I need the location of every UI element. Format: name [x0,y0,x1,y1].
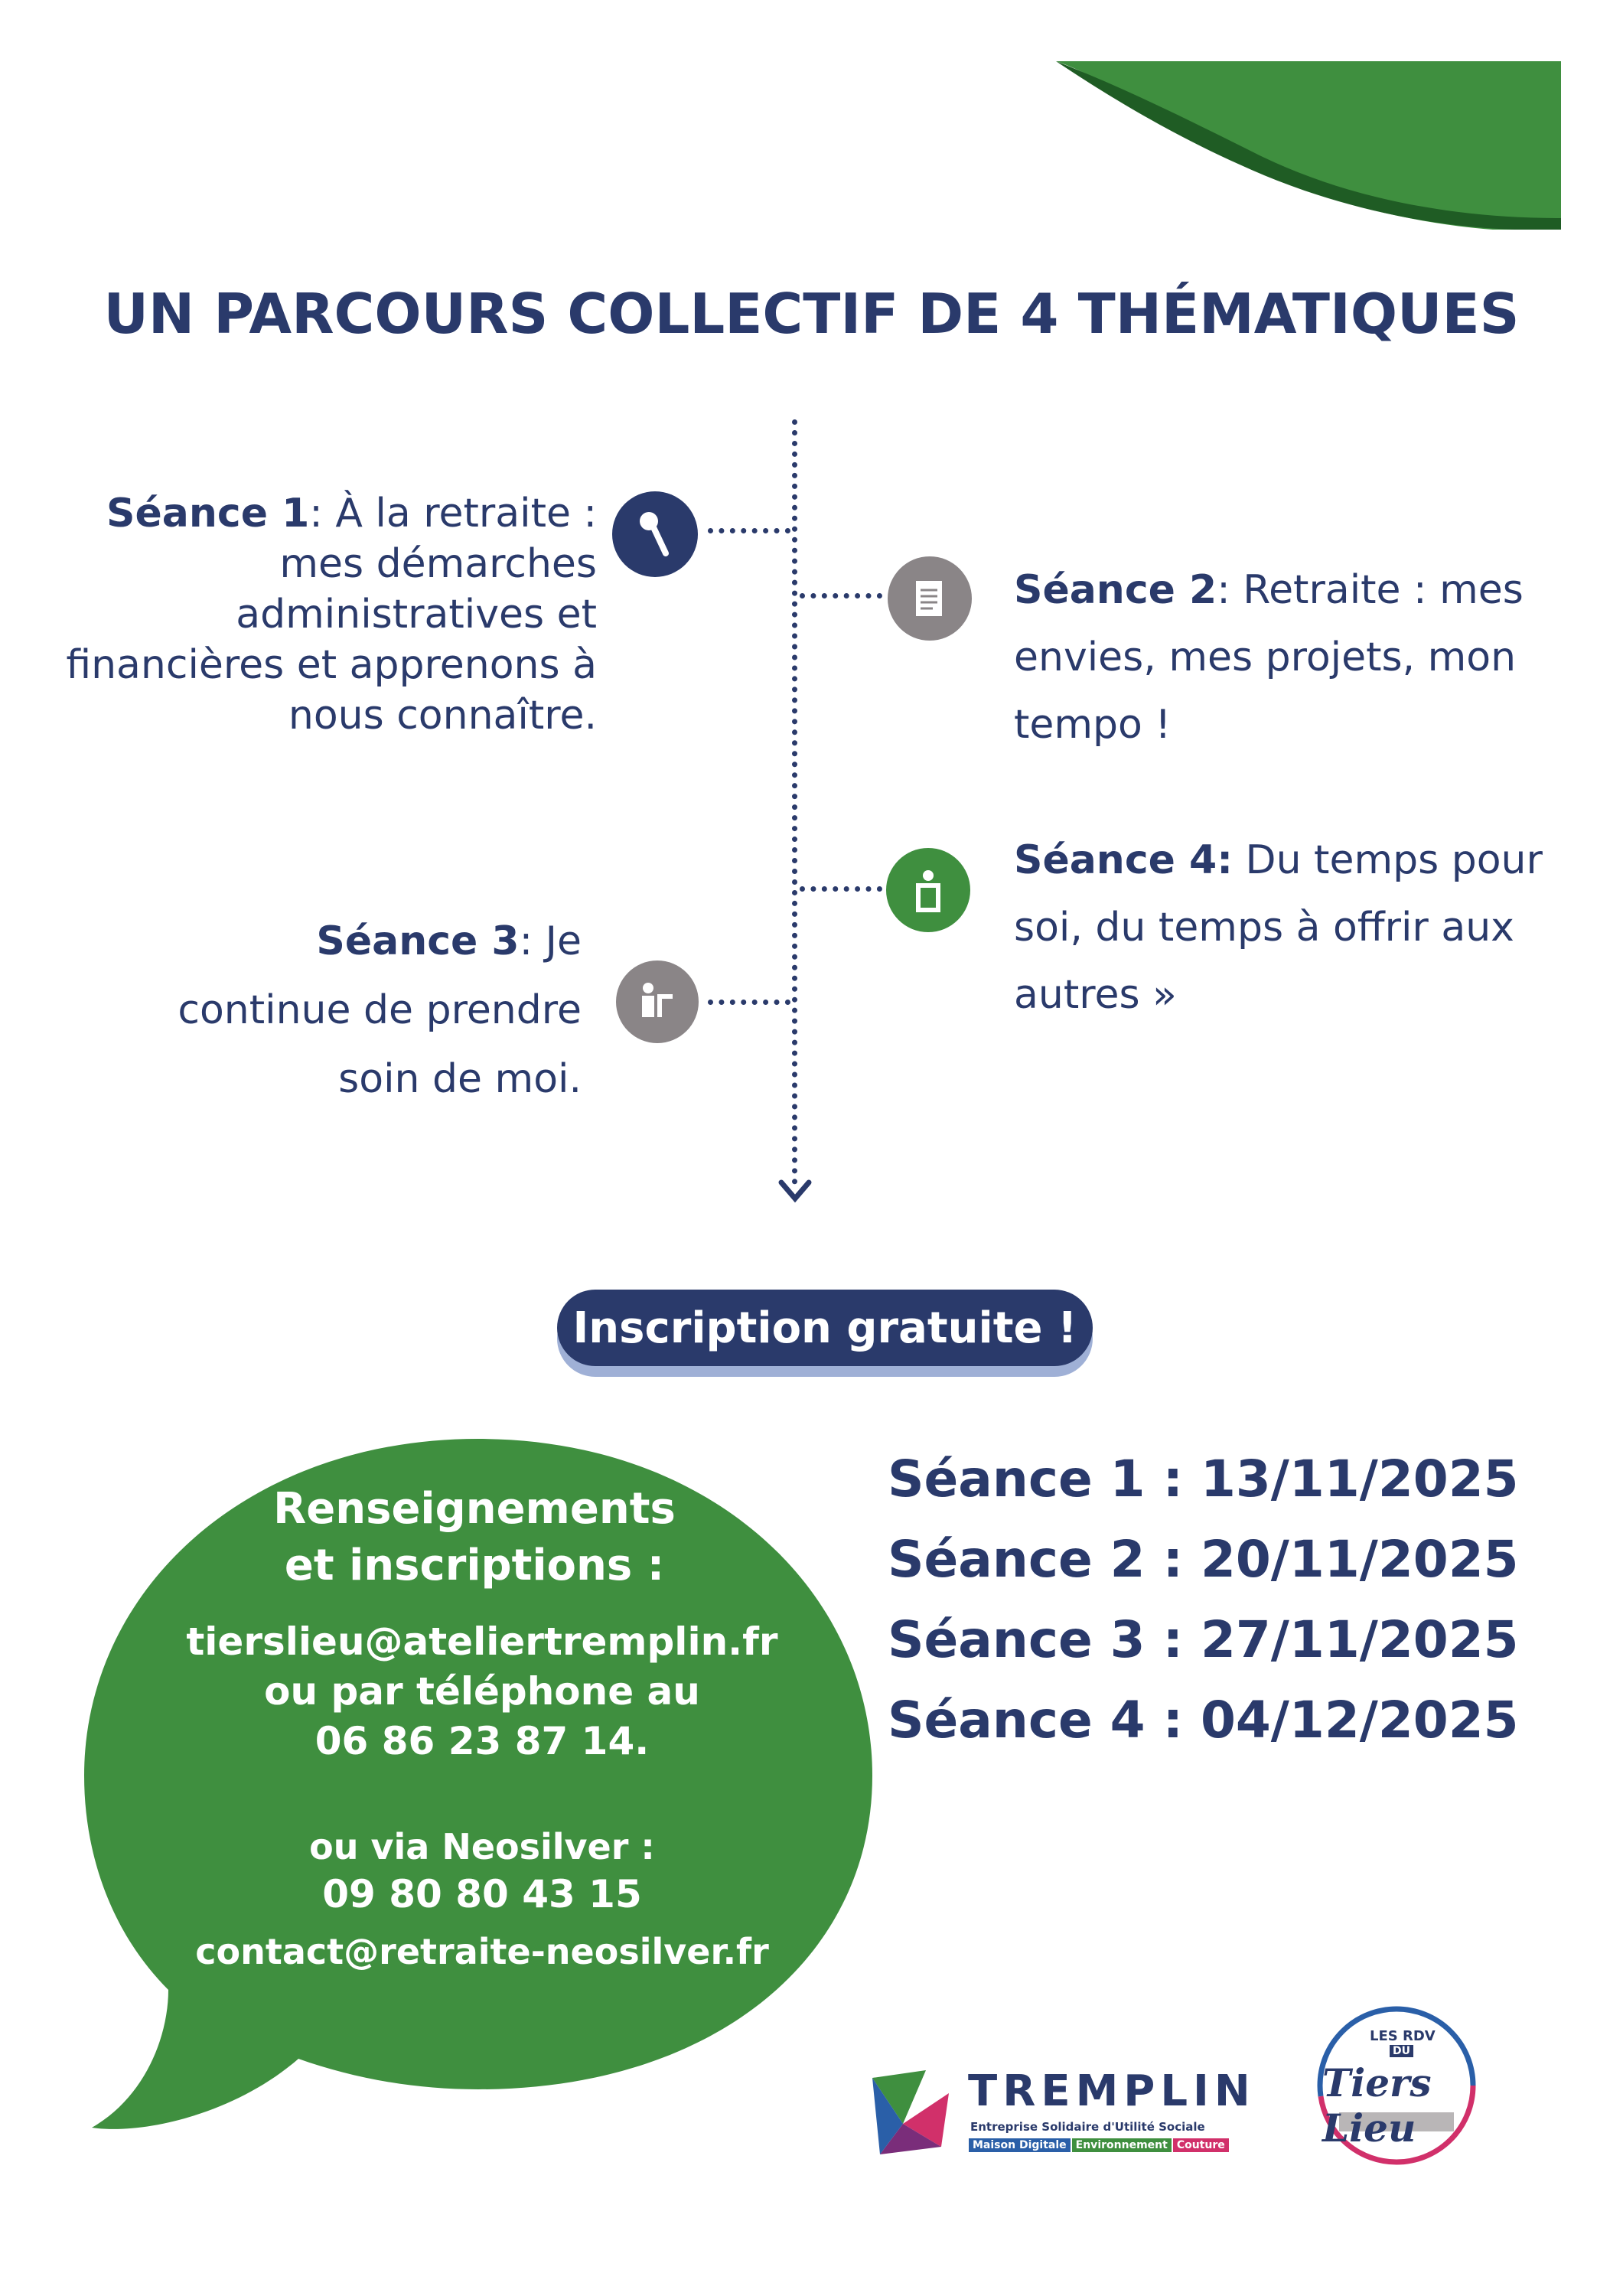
connector-2 [800,593,882,598]
tremplin-subtitle: Entreprise Solidaire d'Utilité Sociale [970,2120,1205,2134]
tag-maison-digitale: Maison Digitale [969,2138,1071,2152]
decorative-swoosh [1056,61,1561,230]
tremplin-name: TREMPLIN [968,2066,1256,2116]
date-session-2: Séance 2 : 20/11/2025 [888,1530,1519,1589]
document-icon [908,575,951,622]
tierslieu-du: DU [1390,2045,1413,2057]
date-session-3: Séance 3 : 27/11/2025 [888,1610,1519,1669]
inscription-badge: Inscription gratuite ! [557,1290,1093,1366]
session-3-label: Séance 3 [316,918,520,964]
podium-icon [907,865,950,915]
connector-1 [708,528,790,533]
session-2-text: : Retraite : mes envies, mes projets, mon tempo ! [1014,567,1524,748]
session-4-text: Du temps pour soi, du temps à offrir aux autres » [1014,837,1543,1018]
dates-list [888,1439,1519,1760]
tremplin-logo-icon [857,2063,964,2162]
microphone-icon [632,507,678,561]
tremplin-tags [969,2138,1229,2152]
date-session-4: Séance 4 : 04/12/2025 [888,1691,1519,1750]
tag-couture: Couture [1173,2138,1229,2152]
session-4-badge [886,848,970,932]
neosilver-phone[interactable]: 09 80 80 43 15 [322,1872,642,1916]
connector-4 [800,886,882,892]
contact-heading: Renseignements et inscriptions : [273,1484,676,1590]
session-4-label: Séance 4: [1014,837,1233,883]
contact-phone-prefix: ou par téléphone au [264,1669,700,1714]
session-2-label: Séance 2 [1014,567,1217,613]
contact-email[interactable]: tierslieu@ateliertremplin.fr [186,1619,778,1664]
connector-3 [708,1000,790,1005]
session-1-text: : À la retraite : mes démarches administratives et financières et apprenons à nous connaître. [66,491,597,739]
session-3-badge [616,960,699,1043]
neosilver-email[interactable]: contact@retraite-neosilver.fr [195,1931,769,1972]
session-2-badge [888,556,972,641]
tierslieu-logo [1309,1998,1484,2174]
session-3-text: : Je continue de prendre soin de moi. [178,918,582,1102]
contact-phone[interactable]: 06 86 23 87 14. [314,1719,650,1763]
session-1-badge [612,491,698,577]
session-2 [1014,556,1550,758]
page-title: UN PARCOURS COLLECTIF DE 4 THÉMATIQUES [103,282,1520,346]
session-4 [1014,827,1550,1029]
person-icon [634,979,680,1025]
timeline-arrow-icon [777,1179,813,1205]
tag-environnement: Environnement [1072,2138,1172,2152]
tierslieu-top: LES RDV [1370,2028,1436,2044]
session-1-label: Séance 1 [106,491,310,536]
neosilver-prefix: ou via Neosilver : [309,1826,655,1867]
session-1 [46,488,597,741]
tierslieu-name: Tiers Lieu [1322,2060,1432,2151]
session-3 [138,907,582,1114]
timeline-line [792,419,797,1185]
date-session-1: Séance 1 : 13/11/2025 [888,1450,1519,1508]
